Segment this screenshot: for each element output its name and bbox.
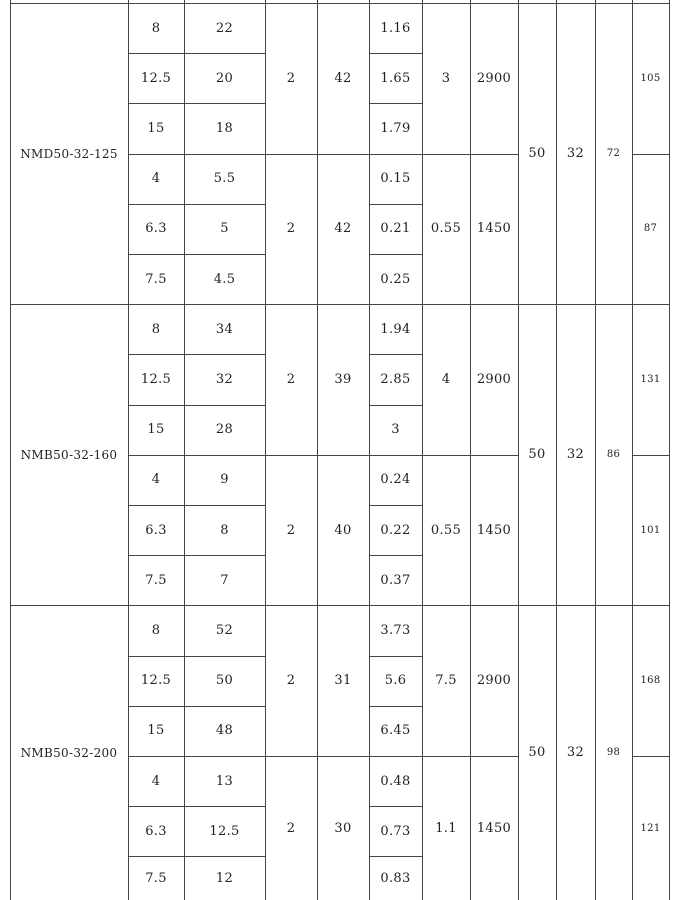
speed-rpm-cell: 2900 (476, 70, 512, 86)
grid-line-horizontal (369, 304, 423, 305)
flow-cell: 15 (147, 422, 165, 438)
stages-cell: 2 (286, 221, 296, 237)
grid-line-horizontal (369, 53, 423, 54)
shaft-power-cell: 0.83 (380, 870, 411, 886)
grid-line-horizontal (128, 3, 266, 4)
grid-line-vertical (518, 0, 519, 900)
grid-line-horizontal (128, 505, 266, 506)
grid-line-vertical (317, 0, 318, 900)
grid-line-horizontal (369, 455, 423, 456)
grid-line-horizontal (369, 405, 423, 406)
flow-cell: 7.5 (145, 572, 167, 588)
grid-line-horizontal (632, 304, 670, 305)
shaft-power-cell: 0.22 (380, 522, 411, 538)
grid-line-horizontal (369, 656, 423, 657)
flow-cell: 6.3 (145, 221, 167, 237)
shaft-power-cell: 0.25 (380, 271, 411, 287)
grid-line-horizontal (369, 204, 423, 205)
flow-cell: 6.3 (145, 522, 167, 538)
grid-line-horizontal (369, 605, 423, 606)
grid-line-vertical (265, 0, 266, 900)
model-cell: NMB50-32-160 (20, 447, 118, 462)
npsh-cell: 42 (334, 70, 352, 86)
speed-rpm-cell: 1450 (476, 820, 512, 836)
noise-cell: 131 (640, 373, 661, 385)
stages-cell: 2 (286, 673, 296, 689)
flow-cell: 7.5 (145, 271, 167, 287)
head-cell: 4.5 (213, 271, 236, 287)
stages-cell: 2 (286, 70, 296, 86)
head-cell: 5.5 (213, 171, 236, 187)
stages-cell: 2 (286, 820, 296, 836)
grid-line-horizontal (632, 455, 670, 456)
grid-line-horizontal (128, 254, 266, 255)
speed-rpm-cell: 2900 (476, 673, 512, 689)
head-cell: 28 (215, 422, 234, 438)
grid-line-horizontal (369, 154, 423, 155)
shaft-power-cell: 1.79 (380, 120, 411, 136)
grid-line-horizontal (128, 856, 266, 857)
shaft-power-cell: 3.73 (380, 622, 411, 638)
grid-line-horizontal (369, 756, 423, 757)
flow-cell: 7.5 (145, 870, 167, 886)
shaft-power-cell: 0.73 (380, 823, 411, 839)
head-cell: 48 (215, 723, 234, 739)
grid-line-vertical (369, 0, 370, 900)
head-cell: 9 (220, 472, 229, 488)
shaft-power-cell: 3 (391, 422, 400, 438)
grid-line-vertical (669, 0, 670, 900)
head-cell: 7 (220, 572, 229, 588)
shaft-power-cell: 0.15 (380, 171, 411, 187)
npsh-cell: 40 (334, 522, 352, 538)
flow-cell: 4 (151, 472, 161, 488)
flow-cell: 4 (151, 171, 161, 187)
shaft-power-cell: 0.21 (380, 221, 411, 237)
weight-cell: 98 (606, 747, 621, 759)
shaft-power-cell: 1.16 (380, 20, 411, 36)
grid-line-vertical (128, 0, 129, 900)
npsh-cell: 39 (334, 371, 352, 387)
shaft-power-cell: 2.85 (380, 371, 411, 387)
motor-power-cell: 0.55 (430, 522, 462, 538)
grid-line-horizontal (128, 304, 266, 305)
grid-line-horizontal (369, 555, 423, 556)
noise-cell: 87 (643, 223, 658, 235)
flow-cell: 8 (151, 321, 161, 337)
head-cell: 12.5 (209, 823, 240, 839)
head-cell: 13 (215, 773, 234, 789)
flow-cell: 8 (151, 622, 161, 638)
grid-line-horizontal (128, 756, 266, 757)
grid-line-horizontal (128, 656, 266, 657)
grid-line-horizontal (369, 103, 423, 104)
flow-cell: 12.5 (140, 673, 172, 689)
grid-line-horizontal (128, 154, 266, 155)
grid-line-horizontal (632, 3, 670, 4)
noise-cell: 168 (640, 675, 661, 687)
grid-line-vertical (595, 0, 596, 900)
grid-line-horizontal (632, 756, 670, 757)
grid-line-horizontal (369, 706, 423, 707)
shaft-power-cell: 1.94 (380, 321, 411, 337)
head-cell: 18 (215, 120, 234, 136)
outlet-diameter-cell: 32 (566, 447, 585, 463)
inlet-diameter-cell: 50 (528, 146, 546, 162)
noise-cell: 121 (640, 822, 661, 834)
head-cell: 52 (215, 622, 234, 638)
npsh-cell: 42 (334, 221, 352, 237)
shaft-power-cell: 5.6 (384, 673, 407, 689)
grid-line-horizontal (128, 605, 266, 606)
flow-cell: 15 (147, 723, 165, 739)
head-cell: 8 (220, 522, 229, 538)
noise-cell: 101 (640, 524, 661, 536)
grid-line-horizontal (369, 806, 423, 807)
model-cell: NMD50-32-125 (20, 146, 118, 161)
head-cell: 34 (215, 321, 234, 337)
grid-line-horizontal (632, 605, 670, 606)
motor-power-cell: 1.1 (435, 820, 457, 836)
grid-line-horizontal (128, 555, 266, 556)
flow-cell: 8 (151, 20, 161, 36)
stages-cell: 2 (286, 522, 296, 538)
grid-line-vertical (10, 0, 11, 900)
grid-line-horizontal (369, 354, 423, 355)
grid-line-horizontal (369, 254, 423, 255)
speed-rpm-cell: 2900 (476, 371, 512, 387)
npsh-cell: 31 (334, 673, 352, 689)
shaft-power-cell: 0.24 (380, 472, 411, 488)
noise-cell: 105 (640, 72, 661, 84)
grid-line-horizontal (128, 706, 266, 707)
grid-line-horizontal (369, 3, 423, 4)
speed-rpm-cell: 1450 (476, 221, 512, 237)
grid-line-horizontal (128, 103, 266, 104)
grid-line-vertical (556, 0, 557, 900)
model-cell: NMB50-32-200 (20, 745, 118, 760)
grid-line-horizontal (369, 505, 423, 506)
shaft-power-cell: 0.37 (380, 572, 411, 588)
stages-cell: 2 (286, 371, 296, 387)
head-cell: 22 (215, 20, 234, 36)
flow-cell: 6.3 (145, 823, 167, 839)
grid-line-horizontal (128, 53, 266, 54)
grid-line-horizontal (369, 856, 423, 857)
grid-line-vertical (632, 0, 633, 900)
grid-line-horizontal (128, 204, 266, 205)
grid-line-vertical (184, 0, 185, 900)
grid-line-horizontal (128, 354, 266, 355)
inlet-diameter-cell: 50 (528, 447, 546, 463)
outlet-diameter-cell: 32 (566, 146, 585, 162)
grid-line-horizontal (128, 405, 266, 406)
head-cell: 50 (215, 673, 234, 689)
flow-cell: 15 (147, 120, 165, 136)
shaft-power-cell: 6.45 (380, 723, 411, 739)
speed-rpm-cell: 1450 (476, 522, 512, 538)
motor-power-cell: 7.5 (435, 673, 457, 689)
shaft-power-cell: 0.48 (380, 773, 411, 789)
grid-line-vertical (470, 0, 471, 900)
head-cell: 20 (215, 70, 234, 86)
inlet-diameter-cell: 50 (528, 745, 546, 761)
motor-power-cell: 0.55 (430, 221, 462, 237)
grid-line-vertical (422, 0, 423, 900)
flow-cell: 4 (151, 773, 161, 789)
motor-power-cell: 4 (441, 371, 451, 387)
motor-power-cell: 3 (441, 70, 451, 86)
weight-cell: 86 (606, 449, 621, 461)
shaft-power-cell: 1.65 (380, 70, 411, 86)
grid-line-horizontal (128, 455, 266, 456)
head-cell: 12 (215, 870, 234, 886)
flow-cell: 12.5 (140, 371, 172, 387)
grid-line-horizontal (632, 154, 670, 155)
head-cell: 32 (215, 371, 234, 387)
outlet-diameter-cell: 32 (566, 745, 585, 761)
flow-cell: 12.5 (140, 70, 172, 86)
weight-cell: 72 (606, 148, 621, 160)
head-cell: 5 (220, 221, 229, 237)
npsh-cell: 30 (334, 820, 352, 836)
grid-line-horizontal (128, 806, 266, 807)
